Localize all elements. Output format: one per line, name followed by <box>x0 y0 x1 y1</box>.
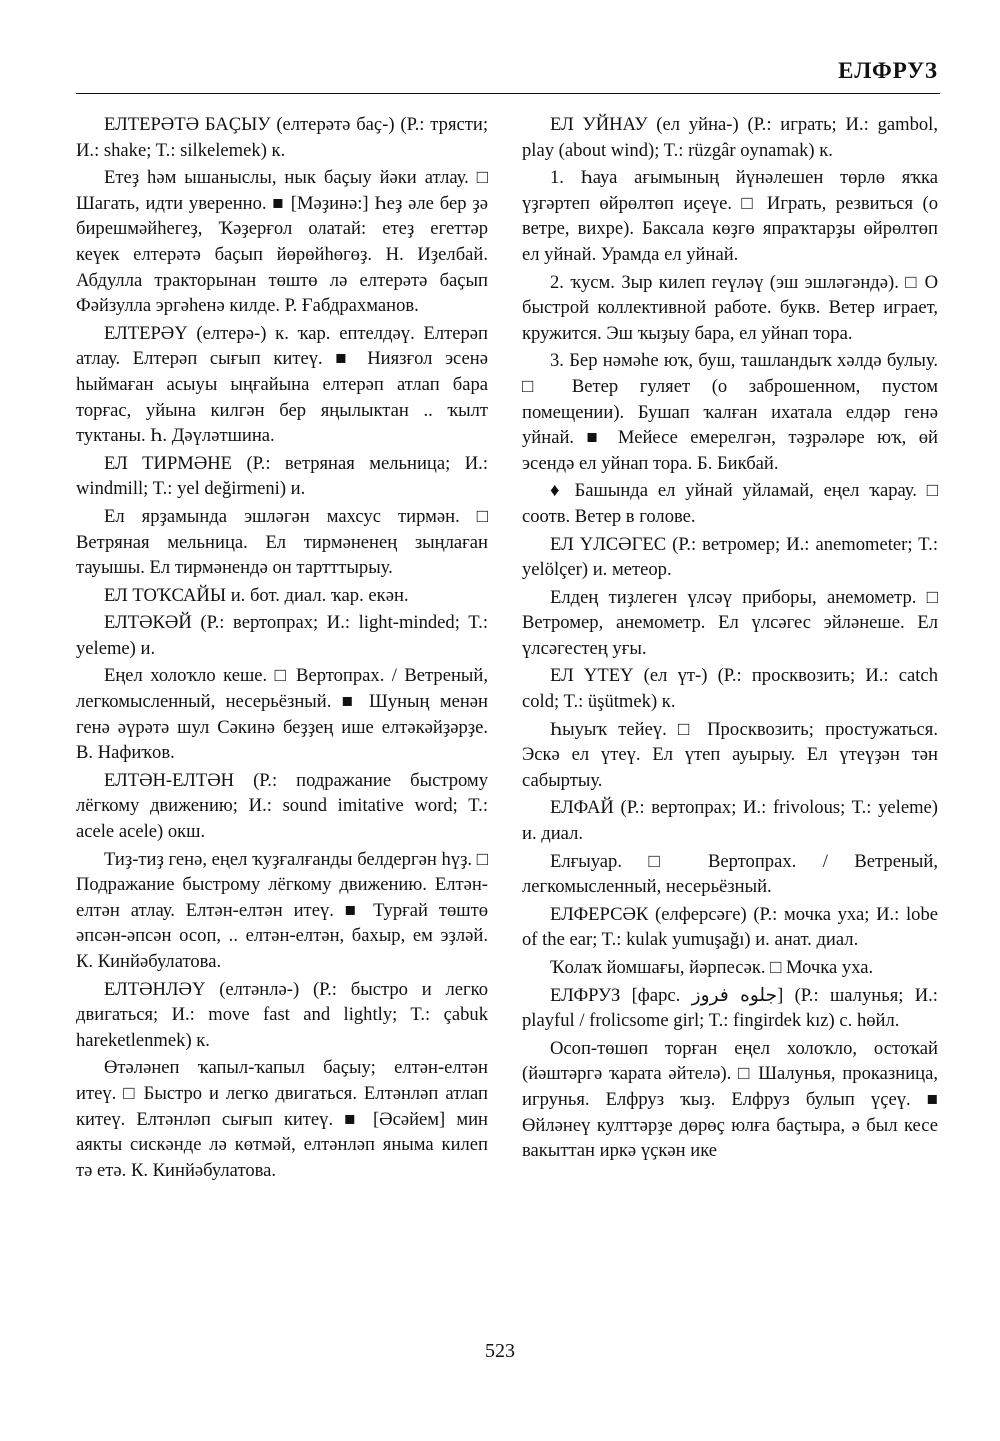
entry-definition: Ҡолаҡ йомшағы, йәрпесәк. □ Мочка уха. <box>550 957 874 978</box>
entry-definition: Осоп-төшөп торған еңел холоҡло, остоҡай (йәштәргә ҡарата әйтелә). □ Шалунья, проказница, игрунья. Елфруз ҡыҙ. Елфруз булып үҫеү. ■ Өйләнеү култтәрҙе дөрөҫ юлға баҫтыра, ә был кесе вакыттан иркә үҫкән ике <box>522 1037 938 1162</box>
entry-idiom: ♦ Башында ел уйнай уйламай, еңел ҡарау. □ соотв. Ветер в голове. <box>522 480 938 527</box>
page-number: 523 <box>485 1340 515 1362</box>
entry-headword: ЕЛ УЙНАУ (ел уйна-) (Р.: играть; И.: gambol, play (about wind); T.: rüzgâr oynamak) к. <box>522 114 938 161</box>
entry-definition: Етеҙ һәм ышаныслы, нык баҫыу йәки атлау. □ Шагать, идти уверенно. ■ [Мәҙинә:] Һеҙ әле бер ҙә бирешмәйһегеҙ, Ҡәҙерғол олатай: етеҙ егеттәр кеүек елтерәтә баҫып йөрөйһөгөҙ. Н. Иҙелбай. Абдулла тракторынан төштө лә елтерәтә баҫып Фәйзулла эргәһенә килде. Р. Ғабдрахманов. <box>76 167 488 317</box>
entry-headword: ЕЛ ТОҠСАЙЫ и. бот. диал. ҡар. екән. <box>104 584 409 606</box>
entry-definition: Еңел холоҡло кеше. □ Вертопрах. / Ветреный, легкомысленный, несерьёзный. ■ Шуның менән генә әүрәтә шул Сәкинә беҙҙең ише елтәкәйҙәрҙе. В. Нафиҡов. <box>76 665 488 764</box>
entry-headword: ЕЛТӘН-ЕЛТӘН (Р.: подражание быстрому лёгкому движению; И.: sound imitative word; T.: acele acele) окш. <box>76 769 488 843</box>
right-column <box>522 112 938 1166</box>
entry-definition: Ел ярҙамында эшләгән махсус тирмән. □ Ветряная мельница. Ел тирмәненең зыңлаған тауышы. Ел тирмәнендә он тартттырыу. <box>76 505 488 579</box>
entry-sense: 2. ҡусм. Зыр килеп геүләү (эш эшләгәндә). □ О быстрой коллективной работе. букв. Ветер играет, кружится. Эш ҡыҙыу бара, ел уйнап тора. <box>522 271 938 344</box>
entry-headword: ЕЛ ҮТЕҮ (ел үт-) (Р.: просквозить; И.: catch cold; T.: üşütmek) к. <box>522 665 938 713</box>
entry-headword: ЕЛ ҮЛСӘГЕС (Р.: ветромер; И.: anemometer; T.: yelölçer) и. метеор. <box>522 533 938 581</box>
entry-definition: Елдең тиҙлеген үлсәү приборы, анемометр. □ Ветромер, анемометр. Ел үлсәгес эйләнеше. Ел үлсәгестең уғы. <box>522 586 938 659</box>
entry-definition: Тиҙ-тиҙ генә, еңел ҡуҙғалғанды белдергән һүҙ. □ Подражание быстрому лёгкому движению. Елтән-елтән атлау. Елтән-елтән итеү. ■ Турғай төштө әпсән-әпсән осоп, .. елтән-елтән, бахыр, ем эҙләй. К. Кинйәбулатова. <box>76 848 488 972</box>
header-rule <box>76 93 940 94</box>
entry-headword: ЕЛФЕРСӘК (елферсәге) (Р.: мочка уха; И.: lobe of the ear; T.: kulak yumuşağı) и. анат. диал. <box>522 903 938 951</box>
entry-headword: ЕЛФРУЗ [фарс. جلوه فروز] (Р.: шалунья; И.: playful / frolicsome girl; T.: fingirdek kız) с. һөйл. <box>522 984 938 1032</box>
entry-definition: Өтәләнеп ҡапыл-ҡапыл баҫыу; елтән-елтән итеү. □ Быстро и легко двигаться. Елтәнләп атлап китеү. Елтәнләп сығып китеү. ■ [Әсәйем] мин аякты сискәнде лә көтмәй, елтәнләп яныма килеп тә етә. К. Кинйәбулатова. <box>76 1057 488 1181</box>
entry-headword: ЕЛФАЙ (Р.: вертопрах; И.: frivolous; T.: yeleme) и. диал. <box>522 797 938 845</box>
entry-headword: ЕЛТӘНЛӘҮ (елтәнлә-) (Р.: быстро и легко двигаться; И.: move fast and lightly; T.: çabuk hareketlenmek) к. <box>76 978 488 1051</box>
entry-headword: ЕЛТЕРӘҮ (елтерә-) к. ҡар. ептелдәү. Елтерәп атлау. Елтерәп сығып китеү. ■ Ниязғол эсенә һыймаған асыуы ыңғайына елтерәп атлап бара торғас, уйына килгән бер яңылыктан .. ҡылт туктаны. Һ. Дәүләтшина. <box>76 322 488 447</box>
entry-definition: Һыуыҡ тейеү. □ Просквозить; простужаться. Эскә ел үтеү. Ел үтеп ауырыу. Ел үтеүҙән тән сабыртыу. <box>522 718 938 791</box>
entry-sense: 1. Һауа ағымының йүнәлешен төрлө яҡка үҙгәртеп өйрөлтөп иҫеүе. □ Играть, резвиться (о ветре, вихре). Баксала көҙгө япраҡтарҙы өйрөлтөп ел уйнай. Урамда ел уйнай. <box>522 167 938 265</box>
running-head: ЕЛФРУЗ <box>838 58 938 83</box>
entry-headword: ЕЛТЕРӘТӘ БАҪЫУ (елтерәтә баҫ-) (Р.: трясти; И.: shake; T.: silkelemek) к. <box>76 114 488 161</box>
left-column <box>76 112 488 1185</box>
entry-sense: 3. Бер нәмәһе юҡ, буш, ташландыҡ хәлдә булыу. □ Ветер гуляет (о заброшенном, пустом помещении). Бушап ҡалған ихатала елдәр генә уйнай. ■ Мейесе емерелгән, тәҙрәләре юҡ, өй эсендә ел уйнап тора. Б. Бикбай. <box>522 350 938 474</box>
entry-headword: ЕЛ ТИРМӘНЕ (Р.: ветряная мельница; И.: windmill; T.: yel değirmeni) и. <box>76 452 488 500</box>
entry-headword: ЕЛТӘКӘЙ (Р.: вертопрах; И.: light-minded; T.: yeleme) и. <box>76 612 488 659</box>
entry-definition: Елғыуар. □ Вертопрах. / Ветреный, легкомысленный, несерьёзный. <box>522 850 938 898</box>
